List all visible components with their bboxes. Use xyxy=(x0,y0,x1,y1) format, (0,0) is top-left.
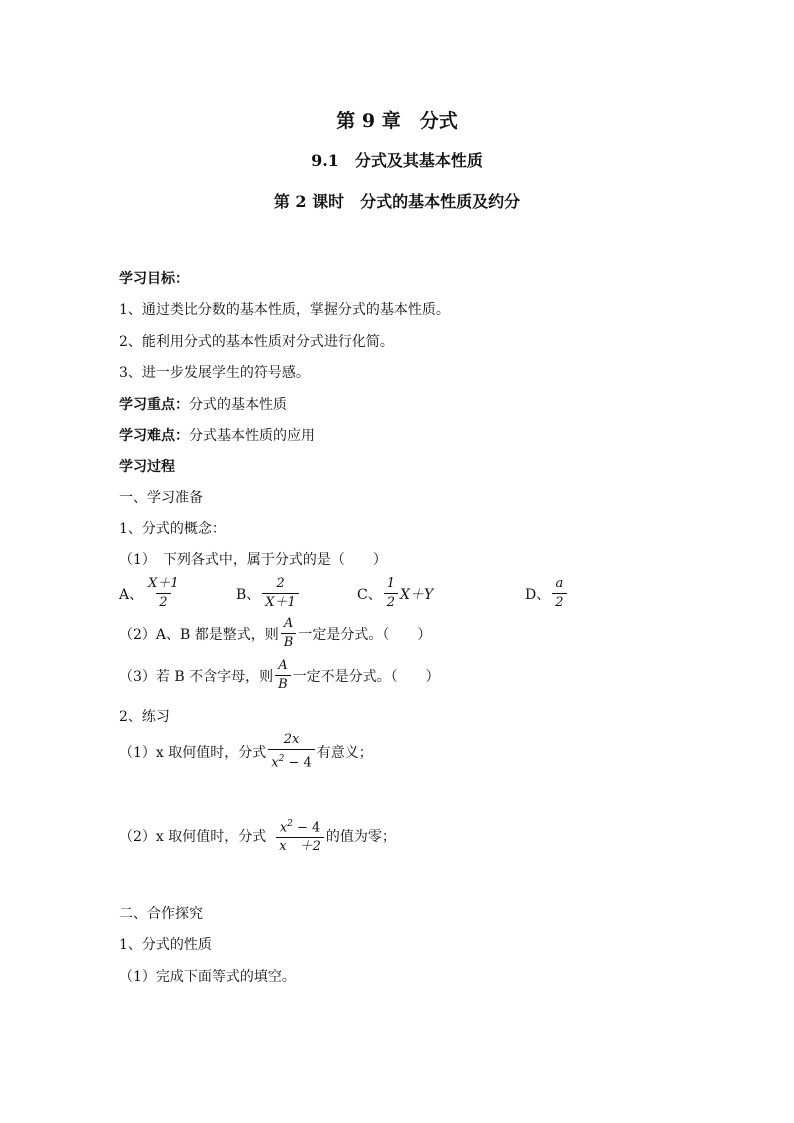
chapter-title: 第 9 章 分式 xyxy=(336,110,458,132)
option-a-numerator: X＋1 xyxy=(148,576,179,591)
question-2-suffix: 一定是分式。（ ） xyxy=(298,626,432,643)
question-2-denominator: B xyxy=(281,633,297,651)
option-a xyxy=(119,576,184,611)
option-c xyxy=(357,576,433,611)
difficulty-text: 分式基本性质的应用 xyxy=(189,428,315,444)
question-2-numerator: A xyxy=(283,616,294,631)
goals-heading: 学习目标： xyxy=(119,271,189,287)
practice-2-num-exponent: 2 xyxy=(287,819,293,829)
focus-text: 分式的基本性质 xyxy=(189,397,287,413)
option-b-numerator: 2 xyxy=(276,576,285,591)
practice-2 xyxy=(119,816,396,855)
practice-2-num-base: x xyxy=(279,820,288,836)
question-3 xyxy=(119,658,440,693)
option-d-denominator: 2 xyxy=(552,593,566,611)
option-d-fraction xyxy=(552,576,566,611)
option-c-tail: X＋Y xyxy=(400,586,434,603)
option-b-label: B、 xyxy=(236,586,261,603)
option-d-label: D、 xyxy=(525,586,551,603)
explore-heading: 二、合作探究 xyxy=(119,906,203,922)
practice-2-prefix: （2）x 取何值时，分式 xyxy=(119,828,267,845)
question-2-fraction xyxy=(281,616,297,651)
option-b-denominator: X＋1 xyxy=(262,593,299,611)
question-3-denominator: B xyxy=(275,675,291,693)
question-3-numerator: A xyxy=(278,658,288,673)
question-3-prefix: （3）若 B 不含字母，则 xyxy=(119,668,274,685)
option-c-numerator: 1 xyxy=(386,576,395,591)
question-2 xyxy=(119,616,431,651)
section-title: 9.1 分式及其基本性质 xyxy=(311,151,483,170)
option-a-label: A、 xyxy=(119,586,144,603)
goal-item: 3、进一步发展学生的符号感。 xyxy=(119,365,310,381)
goal-item: 2、能利用分式的基本性质对分式进行化简。 xyxy=(119,334,394,350)
concept-title: 1、分式的概念： xyxy=(119,521,226,537)
practice-1-fraction xyxy=(268,732,315,771)
practice-2-num-tail: − 4 xyxy=(292,820,321,836)
question-3-suffix: 一定不是分式。（ ） xyxy=(292,668,440,685)
question-1: （1） 下列各式中，属于分式的是（ ） xyxy=(119,552,387,568)
process-heading: 学习过程 xyxy=(119,459,175,475)
question-2-prefix: （2）A、B 都是整式，则 xyxy=(119,626,279,643)
practice-2-suffix: 的值为零； xyxy=(325,828,396,845)
practice-1-den-exponent: 2 xyxy=(278,754,285,764)
option-a-fraction xyxy=(145,576,182,611)
option-c-label: C、 xyxy=(357,586,382,603)
option-a-denominator: 2 xyxy=(156,593,170,611)
practice-2-numerator xyxy=(277,816,324,837)
difficulty-line xyxy=(119,425,315,445)
practice-1-suffix: 有意义； xyxy=(316,744,373,761)
practice-1-den-base: x xyxy=(271,755,279,771)
goal-item: 1、通过类比分数的基本性质，掌握分式的基本性质。 xyxy=(119,302,450,318)
focus-label: 学习重点： xyxy=(119,397,189,413)
practice-1 xyxy=(119,732,373,771)
practice-1-numerator: 2x xyxy=(283,732,300,747)
practice-2-fraction xyxy=(276,816,324,855)
explore-question-1: （1）完成下面等式的填空。 xyxy=(119,969,296,985)
practice-1-denominator xyxy=(268,749,315,771)
prep-heading: 一、学习准备 xyxy=(119,490,203,506)
option-d-numerator: a xyxy=(555,576,564,591)
practice-1-prefix: （1）x 取何值时，分式 xyxy=(119,744,267,761)
difficulty-label: 学习难点： xyxy=(119,428,189,444)
option-c-fraction xyxy=(384,576,398,611)
lesson-title: 第 2 课时 分式的基本性质及约分 xyxy=(273,192,521,211)
option-b xyxy=(236,576,301,611)
option-c-denominator: 2 xyxy=(384,593,398,611)
practice-heading: 2、练习 xyxy=(119,709,170,725)
practice-2-denominator: x ＋2 xyxy=(276,837,324,855)
question-3-fraction xyxy=(275,658,291,693)
focus-line xyxy=(119,394,287,414)
explore-subheading: 1、分式的性质 xyxy=(119,937,212,953)
option-b-fraction xyxy=(262,576,299,611)
practice-1-den-tail: − 4 xyxy=(284,755,312,771)
option-d xyxy=(525,576,569,611)
